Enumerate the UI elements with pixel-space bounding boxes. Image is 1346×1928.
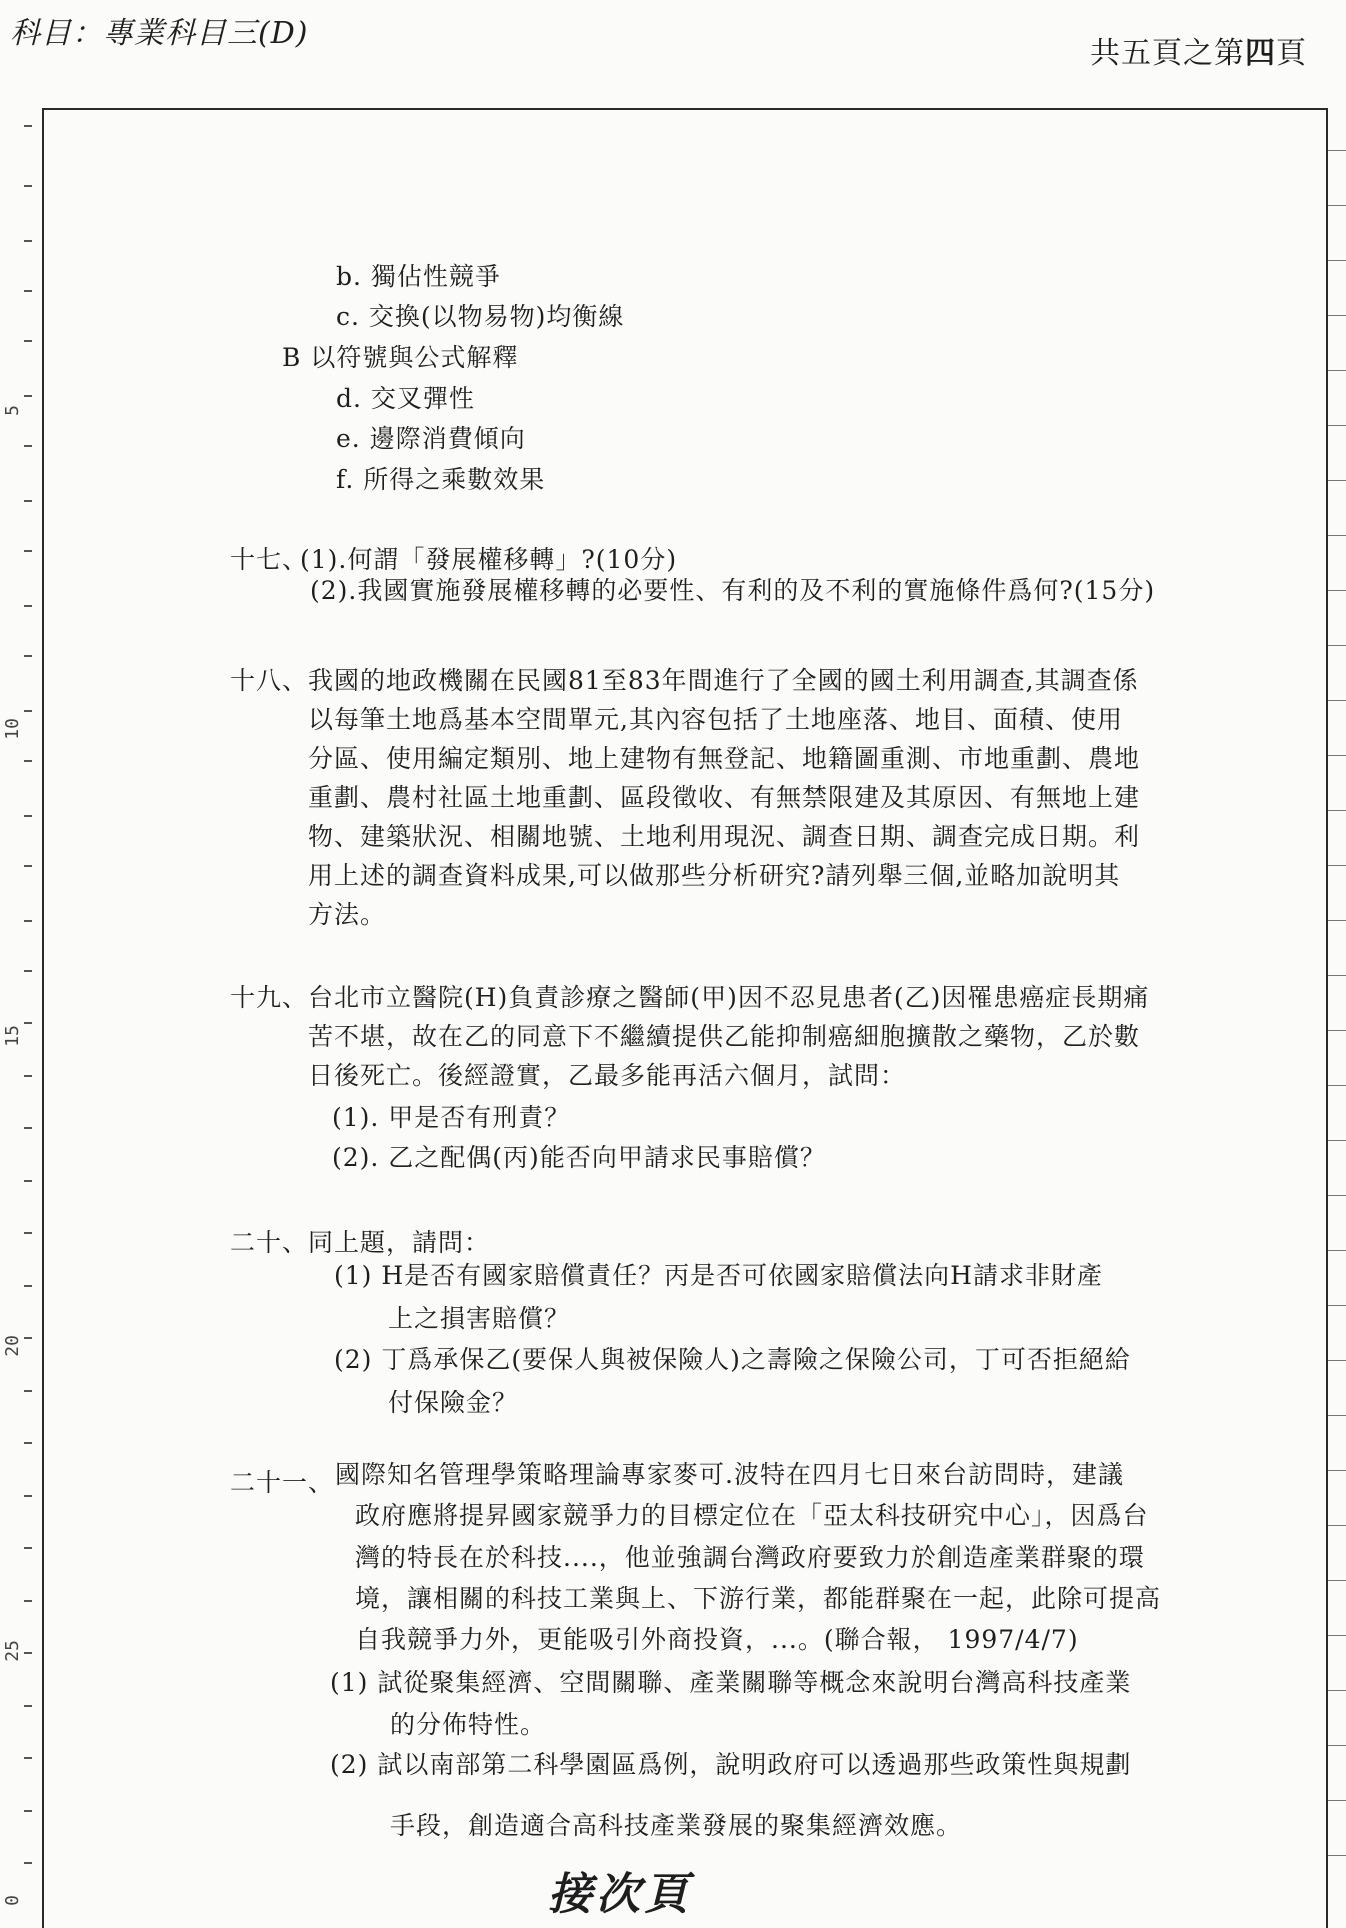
ruler-tick (1328, 755, 1346, 756)
sub-question: (2). 乙之配偶(丙)能否向甲請求民事賠償？ (332, 1143, 826, 1172)
ruler-tick (1328, 1635, 1346, 1636)
question-number: 十九、 (230, 983, 309, 1012)
question-number: 二十、 (230, 1228, 309, 1257)
ruler-tick (1328, 1745, 1346, 1746)
ruler-tick (24, 1810, 32, 1812)
question-text: 以每筆土地爲基本空間單元,其內容包括了土地座落、地目、面積、使用 (308, 705, 1123, 734)
question-text: (2).我國實施發展權移轉的必要性、有利的及不利的實施條件爲何?(15分) (310, 576, 1156, 605)
ruler-tick (24, 865, 32, 867)
ruler-tick (1328, 975, 1346, 976)
ruler-tick (1328, 480, 1346, 481)
ruler-tick (24, 1705, 32, 1707)
sub-question: (2) 試以南部第二科學園區爲例，說明政府可以透過那些政策性與規劃 (330, 1750, 1132, 1779)
ruler-tick (24, 970, 32, 972)
current-page: 四 (1245, 36, 1276, 71)
ruler-tick (24, 1232, 32, 1234)
question-text: 政府應將提昇國家競爭力的目標定位在「亞太科技研究中心」，因爲台 (355, 1501, 1149, 1530)
question-number: 十七、 (230, 545, 309, 574)
sub-question: 的分佈特性。 (390, 1710, 547, 1739)
ruler-tick (24, 125, 32, 127)
ruler-tick (1328, 645, 1346, 646)
ruler-tick (1328, 810, 1346, 811)
question-number: 十八、 (230, 666, 309, 695)
ruler-tick (1328, 1415, 1346, 1416)
question-text: 方法。 (308, 900, 387, 929)
question-text: 物、建築狀況、相關地號、土地利用現況、調查日期、調查完成日期。利 (308, 822, 1141, 851)
question-text: 分區、使用編定類別、地上建物有無登記、地籍圖重測、市地重劃、農地 (308, 744, 1141, 773)
ruler-tick (1328, 150, 1346, 151)
ruler-tick (1328, 865, 1346, 866)
sub-question: 上之損害賠償？ (388, 1304, 571, 1333)
ruler-tick (1328, 1800, 1346, 1801)
ruler-tick (1328, 1525, 1346, 1526)
sub-question: (2) 丁爲承保乙(要保人與被保險人)之壽險之保險公司，丁可否拒絕給 (334, 1345, 1131, 1374)
page-prefix: 共 (1090, 36, 1121, 71)
total-pages: 五 (1121, 36, 1152, 71)
ruler-tick (1328, 1195, 1346, 1196)
list-item: f. 所得之乘數效果 (336, 465, 546, 494)
ruler-tick (1328, 260, 1346, 261)
page-mid: 頁之第 (1152, 36, 1245, 71)
ruler-tick (24, 185, 32, 187)
ruler-tick (24, 760, 32, 762)
sub-question: 付保險金？ (388, 1388, 519, 1417)
question-text: 我國的地政機關在民國81至83年間進行了全國的國土利用調查,其調查係 (308, 666, 1139, 695)
ruler-tick (1328, 1580, 1346, 1581)
question-number: 二十一、 (230, 1468, 335, 1497)
ruler-tick (24, 1075, 32, 1077)
ruler-tick (24, 1127, 32, 1129)
page-suffix: 頁 (1276, 36, 1307, 71)
list-item: c. 交換(以物易物)均衡線 (336, 302, 625, 331)
sub-question: 手段，創造適合高科技產業發展的聚集經濟效應。 (390, 1811, 963, 1840)
ruler-tick (1328, 590, 1346, 591)
section-heading: B 以符號與公式解釋 (282, 343, 519, 372)
ruler-tick (24, 500, 32, 502)
question-text: 境，讓相關的科技工業與上、下游行業，都能群聚在一起，此除可提高 (355, 1584, 1162, 1613)
ruler-tick (24, 1390, 32, 1392)
question-text: 重劃、農村社區土地重劃、區段徵收、有無禁限建及其原因、有無地上建 (308, 783, 1141, 812)
ruler-tick (24, 340, 32, 342)
ruler-tick (1328, 1250, 1346, 1251)
ruler-tick (1328, 370, 1346, 371)
answer-frame (42, 108, 1328, 1928)
ruler-tick (1328, 535, 1346, 536)
ruler-label: 20 (2, 1335, 23, 1357)
ruler-label: 5 (2, 405, 23, 416)
ruler-tick (24, 920, 32, 922)
ruler-tick (1328, 920, 1346, 921)
ruler-label: 10 (2, 718, 23, 740)
ruler-tick (24, 1495, 32, 1497)
question-text: 國際知名管理學策略理論專家麥可.波特在四月七日來台訪問時，建議 (335, 1460, 1124, 1489)
continue-note: 接次頁 (548, 1869, 692, 1920)
ruler-tick (24, 655, 32, 657)
ruler-tick (1328, 1085, 1346, 1086)
sub-question: (1). 甲是否有刑責？ (332, 1103, 571, 1132)
ruler-tick (1328, 1305, 1346, 1306)
ruler-tick (24, 1022, 32, 1024)
ruler-tick (24, 1600, 32, 1602)
sub-question: (1) H是否有國家賠償責任？丙是否可依國家賠償法向H請求非財產 (334, 1261, 1103, 1290)
ruler-tick (24, 815, 32, 817)
ruler-tick (24, 1337, 32, 1339)
page-number (1090, 28, 1307, 72)
question-text: 苦不堪，故在乙的同意下不繼續提供乙能抑制癌細胞擴散之藥物，乙於數 (308, 1022, 1141, 1051)
question-text: 日後死亡。後經證實，乙最多能再活六個月，試問： (308, 1061, 907, 1090)
ruler-tick (1328, 1855, 1346, 1856)
ruler-tick (24, 710, 32, 712)
list-item: e. 邊際消費傾向 (336, 424, 526, 453)
ruler-tick (24, 1442, 32, 1444)
ruler-tick (1328, 1690, 1346, 1691)
ruler-label: 15 (2, 1025, 23, 1047)
ruler-tick (24, 1652, 32, 1654)
ruler-tick (24, 1547, 32, 1549)
ruler-tick (24, 1862, 32, 1864)
list-item: d. 交叉彈性 (336, 384, 475, 413)
question-text: (1).何謂「發展權移轉」?(10分) (300, 545, 678, 574)
ruler-tick (1328, 1140, 1346, 1141)
ruler-tick (1328, 1470, 1346, 1471)
ruler-tick (1328, 1030, 1346, 1031)
ruler-label: 0 (2, 1895, 23, 1906)
ruler-tick (24, 1757, 32, 1759)
ruler-tick (1328, 1360, 1346, 1361)
exam-subject: 科目：專業科目三(D) (10, 16, 309, 51)
ruler-tick (24, 240, 32, 242)
ruler-tick (24, 395, 32, 397)
question-text: 台北市立醫院(H)負責診療之醫師(甲)因不忍見患者(乙)因罹患癌症長期痛 (308, 983, 1150, 1012)
question-text: 自我競爭力外，更能吸引外商投資，...。(聯合報， 1997/4/7) (355, 1625, 1079, 1654)
ruler-tick (1328, 700, 1346, 701)
list-item: b. 獨佔性競爭 (336, 262, 501, 291)
ruler-tick (1328, 425, 1346, 426)
ruler-tick (24, 1180, 32, 1182)
sub-question: (1) 試從聚集經濟、空間關聯、產業關聯等概念來說明台灣高科技產業 (330, 1668, 1132, 1697)
ruler-tick (24, 445, 32, 447)
question-text: 同上題，請問： (308, 1228, 491, 1257)
ruler-tick (1328, 315, 1346, 316)
ruler-tick (24, 290, 32, 292)
ruler-tick (24, 550, 32, 552)
question-text: 用上述的調查資料成果,可以做那些分析研究?請列舉三個,並略加說明其 (308, 861, 1121, 890)
ruler-tick (24, 605, 32, 607)
ruler-label: 25 (2, 1640, 23, 1662)
ruler-tick (1328, 205, 1346, 206)
question-text: 灣的特長在於科技....，他並強調台灣政府要致力於創造產業群聚的環 (355, 1543, 1145, 1572)
ruler-tick (24, 1285, 32, 1287)
